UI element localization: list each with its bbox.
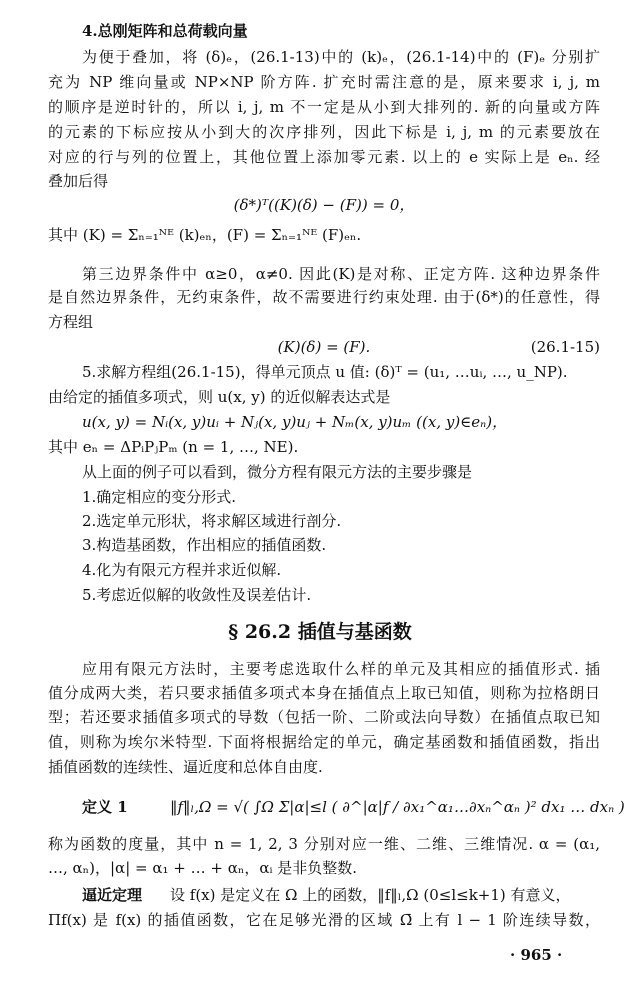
text-line: Πf(x) 是 f(x) 的插值函数，它在足够光滑的区域 Ω̄ 上有 l − 1 阶连续导数， — [48, 911, 600, 929]
text-line: 由给定的插值多项式，则 u(x, y) 的近似解表达式是 — [48, 388, 391, 406]
equation: u(x, y) = Nᵢ(x, y)uᵢ + Nⱼ(x, y)uⱼ + Nₘ(x, y)uₘ ((x, y)∈eₙ)， — [82, 413, 508, 431]
text-line: 型；若还要求插值多项式的导数（包括一阶、二阶或法向导数）在插值点取已知 — [48, 708, 600, 726]
text-line: 称为函数的度量，其中 n = 1, 2, 3 分别对应一维、二维、三维情况. α = (α₁, — [48, 835, 600, 853]
text-line: 应用有限元方法时，主要考虑选取什么样的单元及其相应的插值形式. 插 — [82, 660, 600, 678]
step-item: 5.考虑近似解的收敛性及误差估计. — [82, 586, 312, 604]
text-line: 第三边界条件中 α≥0，α≠0. 因此(K)是对称、正定方阵. 这种边界条件 — [82, 265, 600, 283]
text-line: 是自然边界条件，无约束条件，故不需要进行约束处理. 由于(δ*)的任意性，得 — [48, 288, 600, 306]
text-line: 值，则称为埃尔米特型. 下面将根据给定的单元，确定基函数和插值函数，指出 — [48, 733, 600, 751]
text-line: 插值函数的连续性、逼近度和总体自由度. — [48, 758, 323, 776]
text-line: 其中 eₙ = ΔPᵢPⱼPₘ (n = 1, …, NE). — [48, 438, 299, 456]
section-title: § 26.2 插值与基函数 — [228, 621, 412, 643]
definition-label: 定义 1 — [82, 798, 128, 816]
theorem-label: 逼近定理 — [82, 886, 143, 904]
text-line: 对应的行与列的位置上，其他位置上添加零元素. 以上的 e 实际上是 eₙ. 经 — [48, 148, 600, 166]
step-item: 2.选定单元形状，将求解区域进行剖分. — [82, 512, 342, 530]
equation-number: (26.1-15) — [530, 338, 600, 356]
step-item: 3.构造基函数，作出相应的插值函数. — [82, 536, 327, 554]
text-line: 的元素的下标应按从小到大的次序排列，因此下标是 i, j, m 的元素要放在 — [48, 123, 600, 141]
text-line: 5.求解方程组(26.1-15)，得单元顶点 u 值: (δ)ᵀ = (u₁, …uᵢ, …, u_NP). — [82, 363, 568, 381]
step-item: 1.确定相应的变分形式. — [82, 488, 237, 506]
text-line: 设 f(x) 是定义在 Ω 上的函数，‖f‖ₗ,Ω (0≤l≤k+1) 有意义， — [170, 886, 571, 904]
subheading-global-stiffness: 4.总刚矩阵和总荷载向量 — [82, 22, 248, 40]
text-line: 的顺序是逆时针的，所以 i, j, m 不一定是从小到大排列的. 新的向量或方阵 — [48, 98, 600, 116]
text-line: 从上面的例子可以看到，微分方程有限元方法的主要步骤是 — [82, 463, 473, 481]
definition-formula: ‖f‖ₗ,Ω = √( ∫Ω Σ|α|≤l ( ∂^|α|f / ∂x₁^α₁…∂xₙ^αₙ )² dx₁ … dxₙ ) — [170, 798, 625, 816]
text-line: …, αₙ)，|α| = α₁ + … + αₙ，αᵢ 是非负整数. — [48, 859, 358, 877]
text-line: 值分成两大类，若只要求插值多项式本身在插值点上取已知值，则称为拉格朗日 — [48, 684, 600, 702]
text-line: 叠加后得 — [48, 172, 109, 190]
text-line: 充为 NP 维向量或 NP×NP 阶方阵. 扩充时需注意的是，原来要求 i, j, m — [48, 73, 600, 91]
equation-sums: 其中 (K) = Σₙ₌₁ᴺᴱ (k)ₑₙ，(F) = Σₙ₌₁ᴺᴱ (F)ₑₙ. — [48, 226, 362, 244]
text-line: 为便于叠加，将 (δ)ₑ，(26.1-13)中的 (k)ₑ，(26.1-14)中的 (F)ₑ 分别扩 — [82, 48, 600, 66]
equation: (K)(δ) = (F). — [277, 338, 371, 356]
page-number: · 965 · — [510, 946, 563, 964]
step-item: 4.化为有限元方程并求近似解. — [82, 561, 282, 579]
equation: (δ*)ᵀ((K)(δ) − (F)) = 0， — [233, 196, 415, 214]
text-line: 方程组 — [48, 313, 94, 331]
